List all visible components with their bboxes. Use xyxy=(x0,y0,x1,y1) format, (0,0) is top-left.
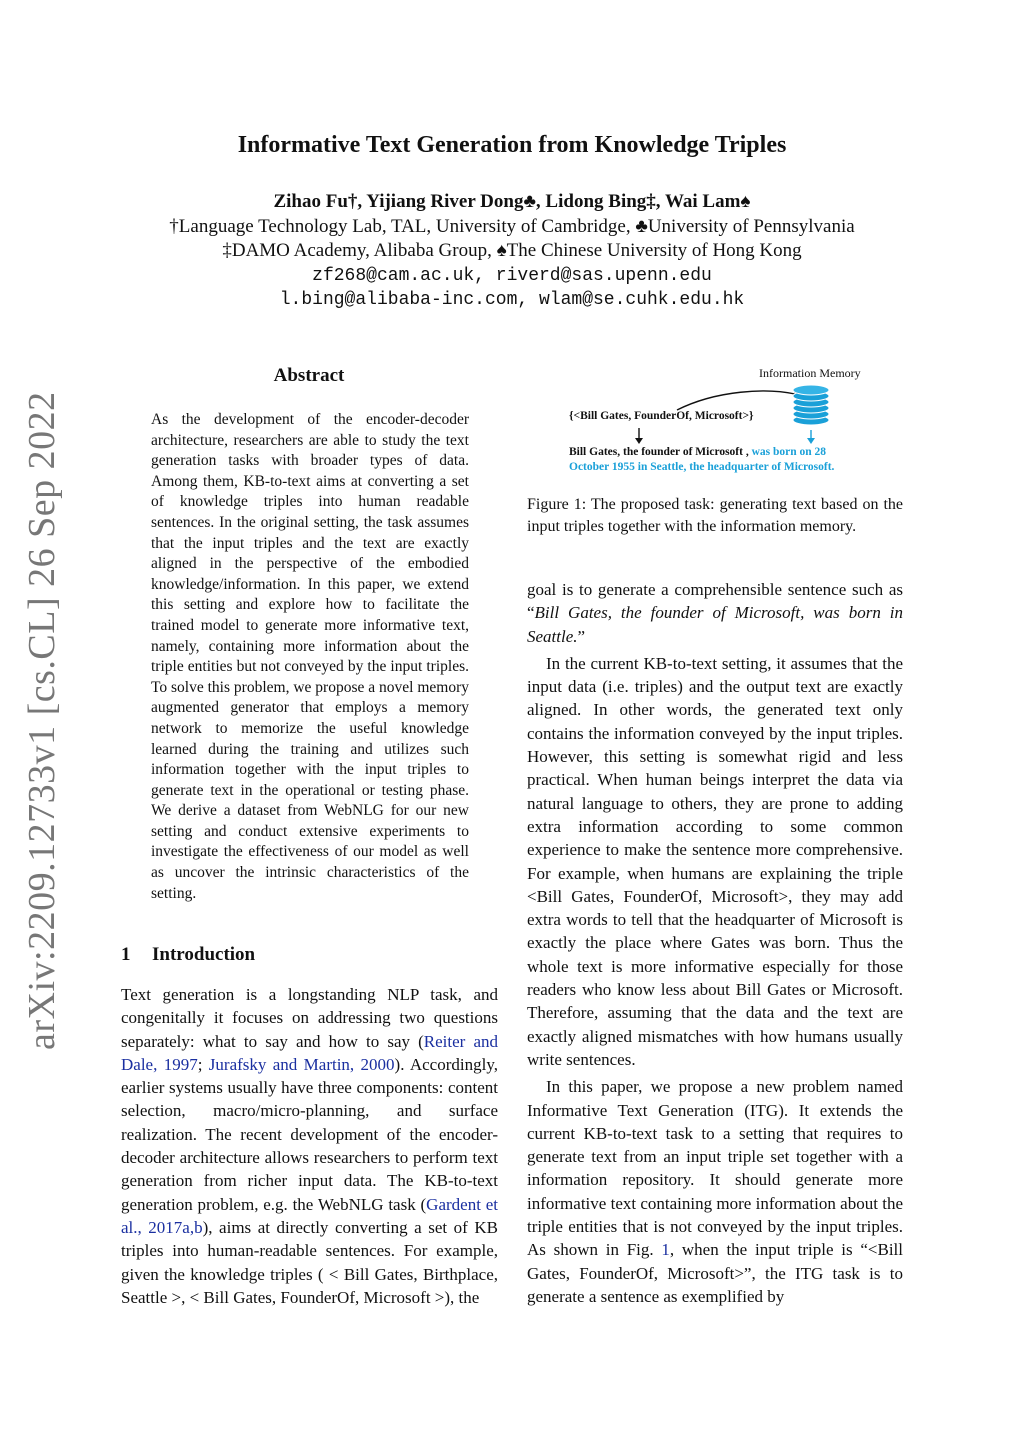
arxiv-stamp: arXiv:2209.12733v1 [cs.CL] 26 Sep 2022 xyxy=(21,391,63,1050)
intro-text-c: ), aims at directly converting a set of KB triples into human-readable sentences. For example, given the knowledge triples ( < Bill Gates, Birthplace, Seattle >, < Bill Gates, FounderOf, Microsoft >), the xyxy=(121,1217,498,1307)
arrow-memory-down-head xyxy=(807,438,815,444)
abstract-text: As the development of the encoder-decoder architecture, researchers are able to study the text generation tasks with broader types of data. Among them, KB-to-text aims at converting a set of knowledge triples into human readable sentences. In the original setting, the task assumes that the input triples and the text are exactly aligned in the perspective of the embodied knowledge/information. In this paper, we extend this setting and explore how to facilitate the trained model to generate more informative text, namely, containing more information about the triple entities but not conveyed by the input triples. To solve this problem, we propose a novel memory augmented generator that employs a memory network to memorize the useful knowledge learned during the training and utilizes such information together with the input triples to generate text in the operational or testing phase. We derive a dataset from WebNLG for our new setting and conduct extensive experiments to investigate the effectiveness of our model as well as uncover the intrinsic characteristics of the setting. xyxy=(151,411,469,902)
output-blue-text-1: was born on 28 xyxy=(748,446,827,458)
input-triple: {<Bill Gates, FounderOf, Microsoft>} xyxy=(569,410,754,422)
right-p3-text-a: In this paper, we propose a new problem named Informative Text Generation (ITG). It extends the current KB-to-text task to a setting that requires to generate text from an input triple set together with a information repository. It should generate more informative text containing more information about the triple entities that is not conveyed by the input triples. As shown in Fig. xyxy=(527,1077,903,1260)
affiliation-line-2: ‡DAMO Academy, Alibaba Group, ♠The Chinese University of Hong Kong xyxy=(222,240,802,261)
intro-text-a: Text generation is a longstanding NLP task, and congenitally it focuses on addressing two questions separately: what to say and how to say ( xyxy=(121,985,498,1051)
abstract-heading-wrap xyxy=(121,365,497,387)
right-p1-text-b: ” xyxy=(577,626,586,646)
intro-text-sep: ; xyxy=(197,1054,209,1074)
right-paragraph-3 xyxy=(527,1075,903,1308)
affiliation-line-1: †Language Technology Lab, TAL, University of Cambridge, ♣University of Pennsylvania xyxy=(169,215,855,237)
figure-1 xyxy=(527,362,903,484)
right-p1-text-a: goal is to generate a comprehensible sentence such as “ xyxy=(527,580,903,623)
right-column-text xyxy=(527,578,903,1312)
output-line-1 xyxy=(569,446,826,458)
citation-reiter-dale[interactable]: Reiter and Dale, 1997 xyxy=(121,1031,498,1074)
figure-caption: Figure 1: The proposed task: generating text based on the input triples together with the information memory. xyxy=(527,496,903,535)
section-heading-introduction xyxy=(121,944,255,966)
author-names: Zihao Fu†, Yijiang River Dong♣, Lidong Bing‡, Wai Lam♠ xyxy=(273,191,751,212)
memory-label: Information Memory xyxy=(759,366,861,380)
database-icon xyxy=(793,385,829,425)
abstract-heading: Abstract xyxy=(273,365,345,386)
arrow-triple-down-head xyxy=(635,438,643,444)
right-paragraph-1 xyxy=(527,578,903,648)
paper-title: Informative Text Generation from Knowledge Triples xyxy=(237,132,787,158)
email-line-2[interactable]: l.bing@alibaba-inc.com, wlam@se.cuhk.edu.hk xyxy=(279,290,745,310)
citation-jurafsky-martin[interactable]: Jurafsky and Martin, 2000 xyxy=(208,1054,395,1074)
section-number: 1 xyxy=(121,944,131,965)
email-line-1[interactable]: zf268@cam.ac.uk, riverd@sas.upenn.edu xyxy=(312,265,712,286)
right-paragraph-2: In the current KB-to-text setting, it assumes that the input data (i.e. triples) and the output text are exactly aligned. In other words, the generated text only contains the information conveyed by the input triples. However, this setting is somewhat rigid and less practical. When human beings interpret the data via natural language to others, they are prone to adding extra information according to some common experience to make the sentence more comprehensive. For example, when humans are explaining the triple <Bill Gates, FounderOf, Microsoft>, they may add extra words to tell that the headquarter of Microsoft is exactly the place where Gates was born. Thus the whole text is more informative especially for those readers who know less about Bill Gates or Microsoft. Therefore, assuming that the data and the text are exactly aligned mismatches with how humans usually write sentences. xyxy=(527,653,903,1069)
figure-reference-link[interactable]: 1 xyxy=(661,1240,670,1260)
output-black-text: Bill Gates, the founder of Microsoft , xyxy=(569,446,749,458)
introduction-paragraph xyxy=(121,983,498,1309)
section-title: Introduction xyxy=(152,944,256,965)
intro-text-b: ). Accordingly, earlier systems usually have three components: content selection, macro/micro-planning, and surface realization. The recent development of the encoder-decoder architecture allows researchers to perform text generation from richer input data. The KB-to-text generation problem, e.g. the WebNLG task ( xyxy=(121,1054,498,1214)
citation-gardent[interactable]: Gardent et al., 2017a,b xyxy=(121,1194,498,1237)
output-line-2: October 1955 in Seattle, the headquarter of Microsoft. xyxy=(569,461,835,473)
arrow-to-memory xyxy=(677,391,795,410)
right-p3-text-b: , when the input triple is “<Bill Gates, FounderOf, Microsoft>”, the ITG task is to generate a sentence as exemplified by xyxy=(527,1240,903,1306)
author-block xyxy=(0,190,1024,313)
right-p1-italic: Bill Gates, the founder of Microsoft, was born in Seattle. xyxy=(527,603,903,646)
